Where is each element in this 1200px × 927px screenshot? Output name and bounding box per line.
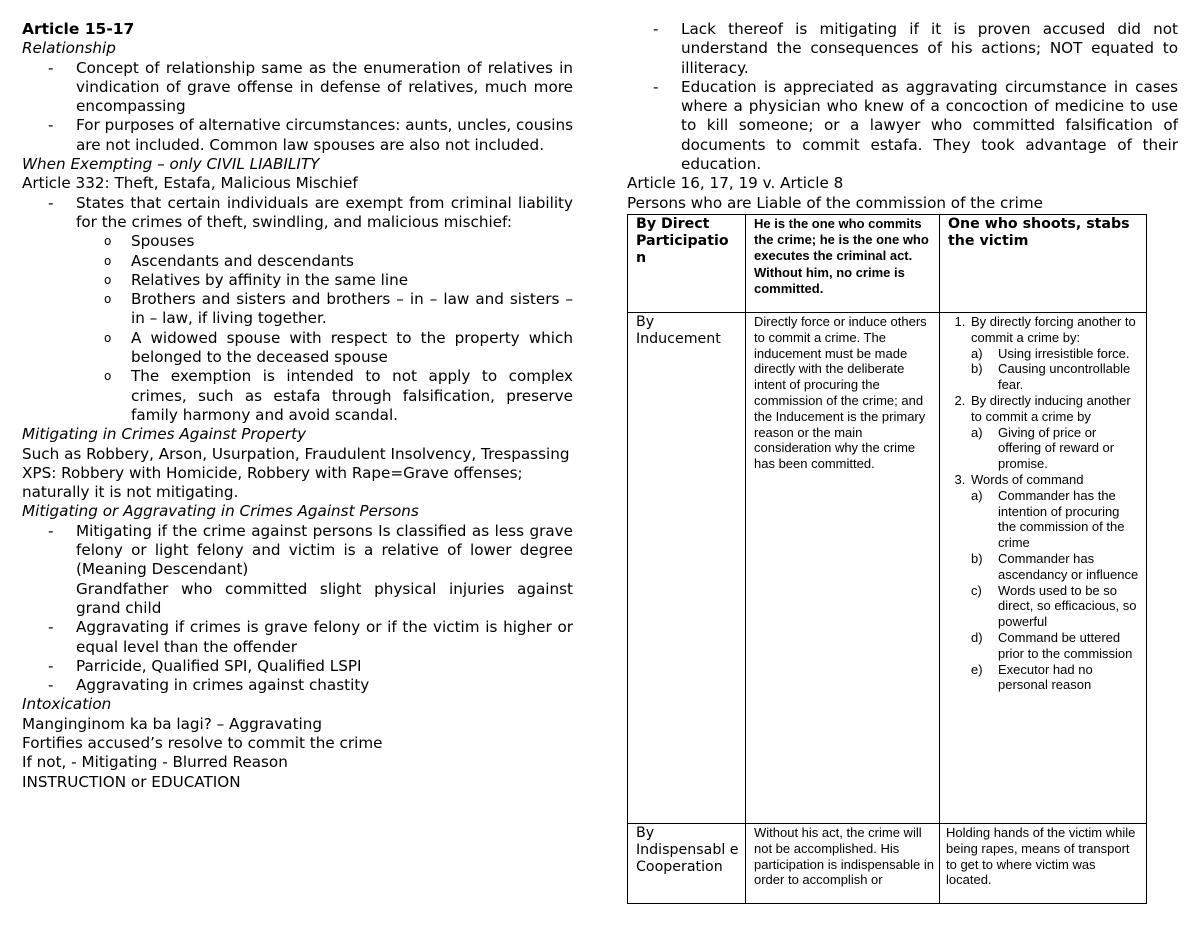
list-item: - For purposes of alternative circumstances: aunts, uncles, cousins are not included. Common law spouses are also not included. <box>76 116 573 155</box>
education-heading: INSTRUCTION or EDUCATION <box>22 772 241 791</box>
list-item: - Aggravating in crimes against chastity <box>76 676 573 695</box>
table-cell <box>940 313 1147 824</box>
table-row <box>628 215 1147 313</box>
list-item: b) Commander has ascendancy or influence <box>998 551 1141 583</box>
list-item <box>969 472 1141 693</box>
list-item: c) Words used to be so direct, so efficacious, so powerful <box>998 583 1141 630</box>
list-item: e) Executor had no personal reason <box>998 662 1141 694</box>
persons-list <box>22 522 573 696</box>
table-row <box>628 313 1147 824</box>
table-cell: By Indispensabl e Cooperation <box>628 824 746 904</box>
exempting-sublist <box>76 232 573 425</box>
relationship-heading: Relationship <box>22 39 116 58</box>
persons-heading: Mitigating or Aggravating in Crimes Against Persons <box>22 502 419 521</box>
list-item <box>969 314 1141 393</box>
table-cell: One who shoots, stabs the victim <box>940 215 1147 313</box>
relationship-list <box>22 59 573 155</box>
intoxication-line: Fortifies accused’s resolve to commit the crime <box>22 733 383 752</box>
list-item: - Parricide, Qualified SPI, Qualified LSPI <box>76 657 573 676</box>
list-item-text: - States that certain individuals are exempt from criminal liability for the crimes of theft, swindling, and malicious mischief: <box>76 193 573 231</box>
list-item: b) Causing uncontrollable fear. <box>998 361 1141 393</box>
persons-liable-heading: Persons who are Liable of the commission of the crime <box>627 193 1043 212</box>
list-item <box>76 194 573 426</box>
table-cell: He is the one who commits the crime; he is the one who executes the criminal act. Without him, no crime is committed. <box>746 215 940 313</box>
exempting-heading: When Exempting – only CIVIL LIABILITY <box>22 155 320 174</box>
sublist <box>971 425 1141 472</box>
intoxication-heading: Intoxication <box>22 695 112 714</box>
list-item: - Lack thereof is mitigating if it is proven accused did not understand the consequences of his actions; NOT equated to illiteracy. <box>681 20 1178 78</box>
list-item: a) Giving of price or offering of reward or promise. <box>998 425 1141 472</box>
sublist <box>971 346 1141 393</box>
article-332: Article 332: Theft, Estafa, Malicious Mischief <box>22 174 358 193</box>
list-item: o Ascendants and descendants <box>131 252 573 271</box>
list-item <box>969 393 1141 472</box>
liability-table <box>627 214 1147 904</box>
list-item: - Concept of relationship same as the enumeration of relatives in vindication of grave offense in defense of relatives, much more encompassing <box>76 59 573 117</box>
education-list <box>627 20 1178 174</box>
intoxication-line: Manginginom ka ba lagi? – Aggravating <box>22 714 323 733</box>
table-cell: Directly force or induce others to commit a crime. The inducement must be made directly with the deliberate intent of procuring the commission of the crime; and the Inducement is the primary reason or the main consideration why the crime has been committed. <box>746 313 940 824</box>
list-item: a) Commander has the intention of procuring the commission of the crime <box>998 488 1141 551</box>
list-item-text: - Mitigating if the crime against persons Is classified as less grave felony or light felony and victim is a relative of lower degree (Meaning Descendant) <box>76 521 573 579</box>
list-item: o Relatives by affinity in the same line <box>131 271 573 290</box>
list-item <box>76 522 573 618</box>
list-item-example: Grandfather who committed slight physical injuries against grand child <box>76 579 573 617</box>
sublist <box>971 488 1141 693</box>
table-cell: By Inducement <box>628 313 746 824</box>
exempting-list <box>22 194 573 426</box>
right-column <box>627 20 1178 213</box>
list-item: - Education is appreciated as aggravating circumstance in cases where a physician who knew of a concoction of medicine to use to kill someone; or a lawyer who committed falsification of documents to commit estafa. They took advantage of their education. <box>681 78 1178 174</box>
property-heading: Mitigating in Crimes Against Property <box>22 425 307 444</box>
list-item: o Brothers and sisters and brothers – in – law and sisters – in – law, if living together. <box>131 290 573 329</box>
list-item-text: By directly inducing another to commit a crime by <box>971 392 1131 424</box>
list-item-text: Words of command <box>971 471 1084 487</box>
article-16-17-19: Article 16, 17, 19 v. Article 8 <box>627 174 844 193</box>
table-cell: Without his act, the crime will not be accomplished. His participation is indispensable in order to accomplish or <box>746 824 940 904</box>
list-item-text: By directly forcing another to commit a crime by: <box>971 314 1136 345</box>
inducement-list <box>944 314 1141 693</box>
list-item: a) Using irresistible force. <box>998 346 1141 362</box>
table-cell: Holding hands of the victim while being rapes, means of transport to get to where victim was located. <box>940 824 1147 904</box>
list-item: d) Command be uttered prior to the commission <box>998 630 1141 662</box>
list-item: o The exemption is intended to not apply to complex crimes, such as estafa through falsification, preserve family harmony and avoid scandal. <box>131 367 573 425</box>
list-item: o Spouses <box>131 232 573 251</box>
table-cell: By Direct Participatio n <box>628 215 746 313</box>
list-item: o A widowed spouse with respect to the property which belonged to the deceased spouse <box>131 329 573 368</box>
article-title: Article 15-17 <box>22 20 135 38</box>
property-text: Such as Robbery, Arson, Usurpation, Fraudulent Insolvency, Trespassing <box>22 444 570 463</box>
property-exceptions: XPS: Robbery with Homicide, Robbery with Rape=Grave offenses; naturally it is not mitigating. <box>22 463 523 502</box>
table-row <box>628 824 1147 904</box>
left-column <box>22 20 573 792</box>
intoxication-line: If not, - Mitigating - Blurred Reason <box>22 753 288 772</box>
list-item: - Aggravating if crimes is grave felony or if the victim is higher or equal level than the offender <box>76 618 573 657</box>
